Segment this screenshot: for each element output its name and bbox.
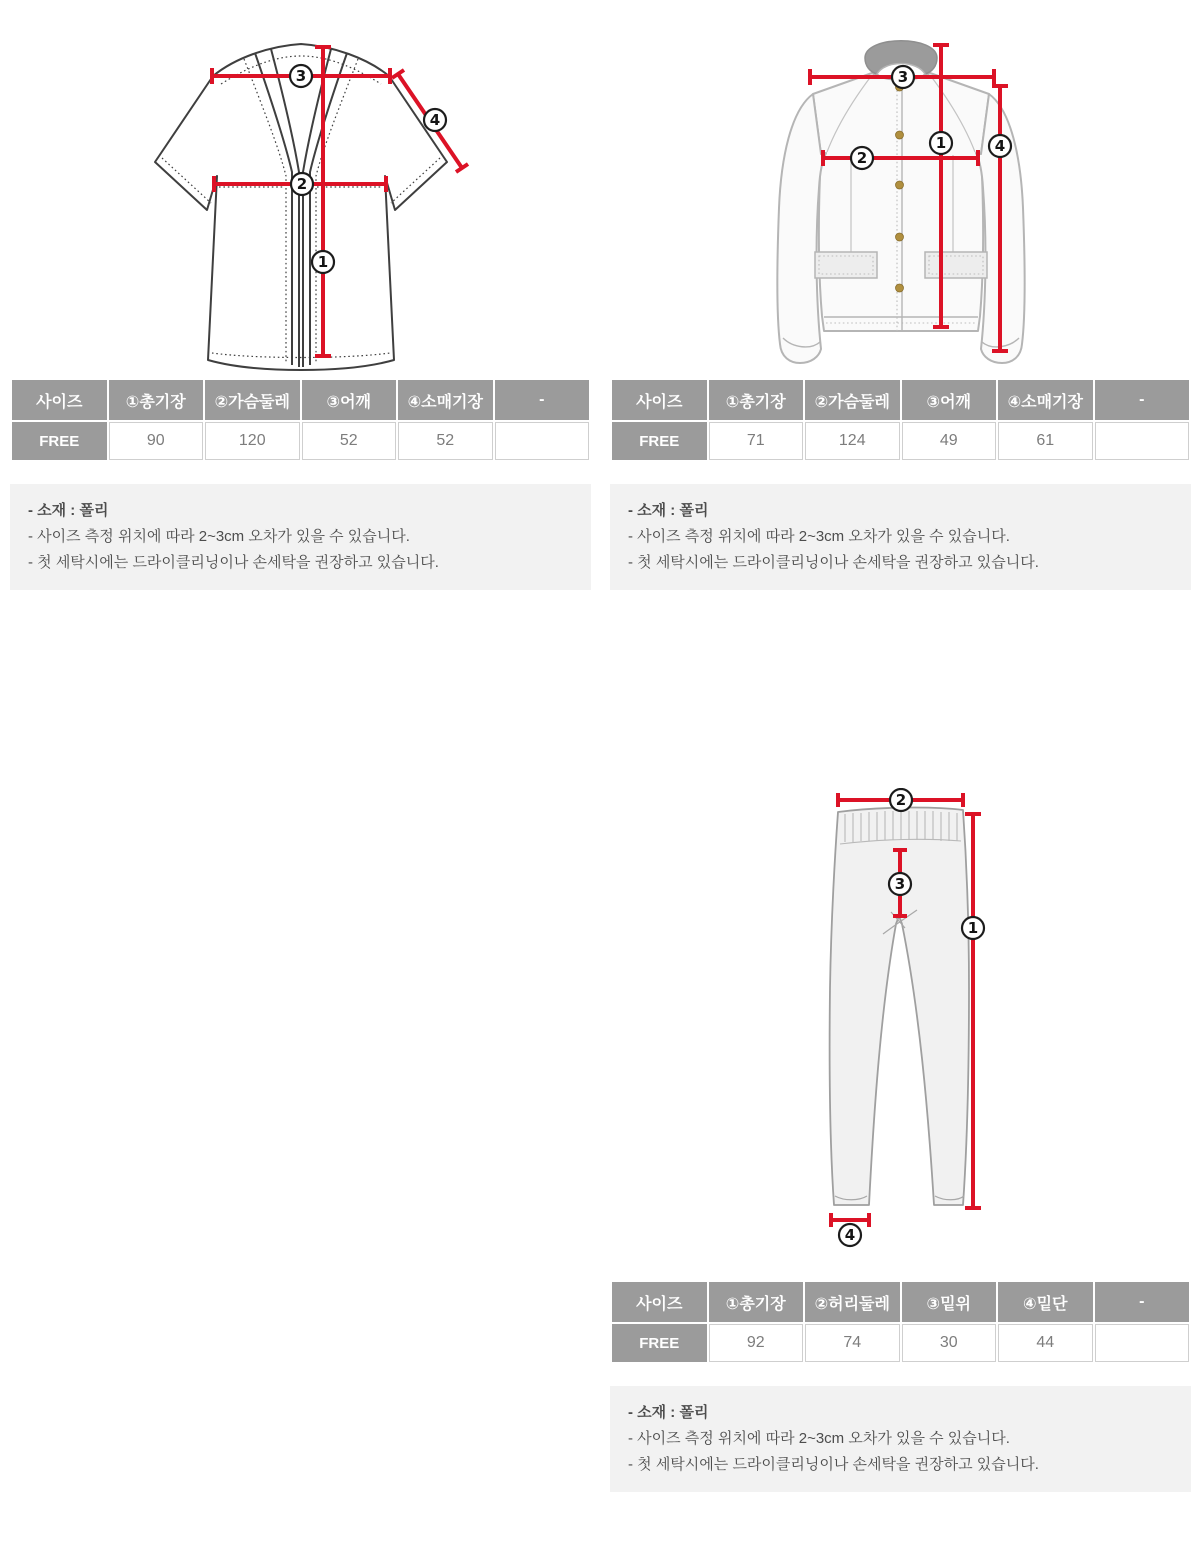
table-header-length: ①총기장 bbox=[109, 380, 204, 420]
svg-text:2: 2 bbox=[895, 791, 906, 809]
value-cell-chest: 124 bbox=[805, 422, 900, 460]
table-header-dash: - bbox=[495, 380, 590, 420]
value-cell-empty bbox=[1095, 422, 1190, 460]
shirt-marker-1 bbox=[312, 251, 334, 273]
table-row bbox=[612, 1324, 1189, 1362]
pants-size-table bbox=[610, 1280, 1191, 1364]
note-washing: - 첫 세탁시에는 드라이클리닝이나 손세탁을 권장하고 있습니다. bbox=[628, 554, 1039, 571]
table-header-size: 사이즈 bbox=[612, 1282, 707, 1322]
note-tolerance: - 사이즈 측정 위치에 따라 2~3cm 오차가 있을 수 있습니다. bbox=[628, 528, 1010, 545]
pants-marker-2 bbox=[890, 789, 912, 811]
table-header-dash: - bbox=[1095, 1282, 1190, 1322]
table-header-sleeve: ④소매기장 bbox=[398, 380, 493, 420]
svg-text:1: 1 bbox=[317, 253, 328, 271]
svg-text:1: 1 bbox=[967, 919, 978, 937]
value-cell-rise: 30 bbox=[902, 1324, 997, 1362]
value-cell-length: 92 bbox=[709, 1324, 804, 1362]
pants-diagram-svg bbox=[801, 788, 1001, 1258]
pants-marker-3 bbox=[889, 873, 911, 895]
table-header-chest: ②가슴둘레 bbox=[805, 380, 900, 420]
svg-text:2: 2 bbox=[856, 149, 867, 167]
table-header-length: ①총기장 bbox=[709, 380, 804, 420]
shirt-body-outline bbox=[155, 44, 447, 370]
value-cell-empty bbox=[495, 422, 590, 460]
table-row bbox=[12, 422, 589, 460]
note-washing: - 첫 세탁시에는 드라이클리닝이나 손세탁을 권장하고 있습니다. bbox=[28, 554, 439, 571]
note-material: - 소재 : 폴리 bbox=[628, 502, 709, 519]
table-header-shoulder: ③어깨 bbox=[302, 380, 397, 420]
value-cell-chest: 120 bbox=[205, 422, 300, 460]
note-washing: - 첫 세탁시에는 드라이클리닝이나 손세탁을 권장하고 있습니다. bbox=[628, 1456, 1039, 1473]
value-cell-sleeve: 52 bbox=[398, 422, 493, 460]
note-tolerance: - 사이즈 측정 위치에 따라 2~3cm 오차가 있을 수 있습니다. bbox=[28, 528, 410, 545]
value-cell-empty bbox=[1095, 1324, 1190, 1362]
table-header-sleeve: ④소매기장 bbox=[998, 380, 1093, 420]
value-cell-waist: 74 bbox=[805, 1324, 900, 1362]
table-header-length: ①총기장 bbox=[709, 1282, 804, 1322]
table-header-waist: ②허리둘레 bbox=[805, 1282, 900, 1322]
value-cell-length: 90 bbox=[109, 422, 204, 460]
value-cell-length: 71 bbox=[709, 422, 804, 460]
value-cell-hem: 44 bbox=[998, 1324, 1093, 1362]
jacket-diagram bbox=[610, 20, 1191, 380]
shirt-notes-box bbox=[10, 484, 591, 590]
shirt-marker-3 bbox=[290, 65, 312, 87]
shirt-marker-2 bbox=[291, 173, 313, 195]
value-cell-sleeve: 61 bbox=[998, 422, 1093, 460]
value-cell-shoulder: 49 bbox=[902, 422, 997, 460]
jacket-body-outline bbox=[813, 73, 989, 331]
svg-text:2: 2 bbox=[296, 175, 307, 193]
jacket-marker-3 bbox=[892, 66, 914, 88]
table-header-hem: ④밑단 bbox=[998, 1282, 1093, 1322]
svg-text:3: 3 bbox=[295, 67, 306, 85]
table-header-dash: - bbox=[1095, 380, 1190, 420]
jacket-marker-4 bbox=[989, 135, 1011, 157]
pants-diagram bbox=[610, 788, 1191, 1263]
table-header-rise: ③밑위 bbox=[902, 1282, 997, 1322]
svg-text:3: 3 bbox=[894, 875, 905, 893]
svg-text:4: 4 bbox=[994, 137, 1005, 155]
shirt-size-table bbox=[10, 378, 591, 462]
svg-text:4: 4 bbox=[429, 111, 440, 129]
shirt-marker-4 bbox=[424, 109, 446, 131]
note-material: - 소재 : 폴리 bbox=[628, 1404, 709, 1421]
pants-marker-4 bbox=[839, 1224, 861, 1246]
pants-marker-1 bbox=[962, 917, 984, 939]
jacket-marker-1 bbox=[930, 132, 952, 154]
note-tolerance: - 사이즈 측정 위치에 따라 2~3cm 오차가 있을 수 있습니다. bbox=[628, 1430, 1010, 1447]
shirt-diagram bbox=[10, 20, 591, 380]
table-header-size: 사이즈 bbox=[12, 380, 107, 420]
jacket-size-table bbox=[610, 378, 1191, 462]
size-cell: FREE bbox=[12, 422, 107, 460]
table-header-shoulder: ③어깨 bbox=[902, 380, 997, 420]
pants-notes-box bbox=[610, 1386, 1191, 1492]
jacket-marker-2 bbox=[851, 147, 873, 169]
note-material: - 소재 : 폴리 bbox=[28, 502, 109, 519]
table-header-size: 사이즈 bbox=[612, 380, 707, 420]
shirt-size-table-wrap bbox=[10, 378, 591, 462]
size-cell: FREE bbox=[612, 422, 707, 460]
jacket-notes-box bbox=[610, 484, 1191, 590]
jacket-diagram-svg bbox=[691, 20, 1111, 370]
pants-size-table-wrap bbox=[610, 1280, 1191, 1364]
svg-text:1: 1 bbox=[935, 134, 946, 152]
size-cell: FREE bbox=[612, 1324, 707, 1362]
jacket-size-table-wrap bbox=[610, 378, 1191, 462]
shirt-diagram-svg bbox=[131, 20, 471, 380]
value-cell-shoulder: 52 bbox=[302, 422, 397, 460]
svg-text:3: 3 bbox=[897, 68, 908, 86]
table-header-chest: ②가슴둘레 bbox=[205, 380, 300, 420]
table-row bbox=[612, 422, 1189, 460]
svg-text:4: 4 bbox=[844, 1226, 855, 1244]
